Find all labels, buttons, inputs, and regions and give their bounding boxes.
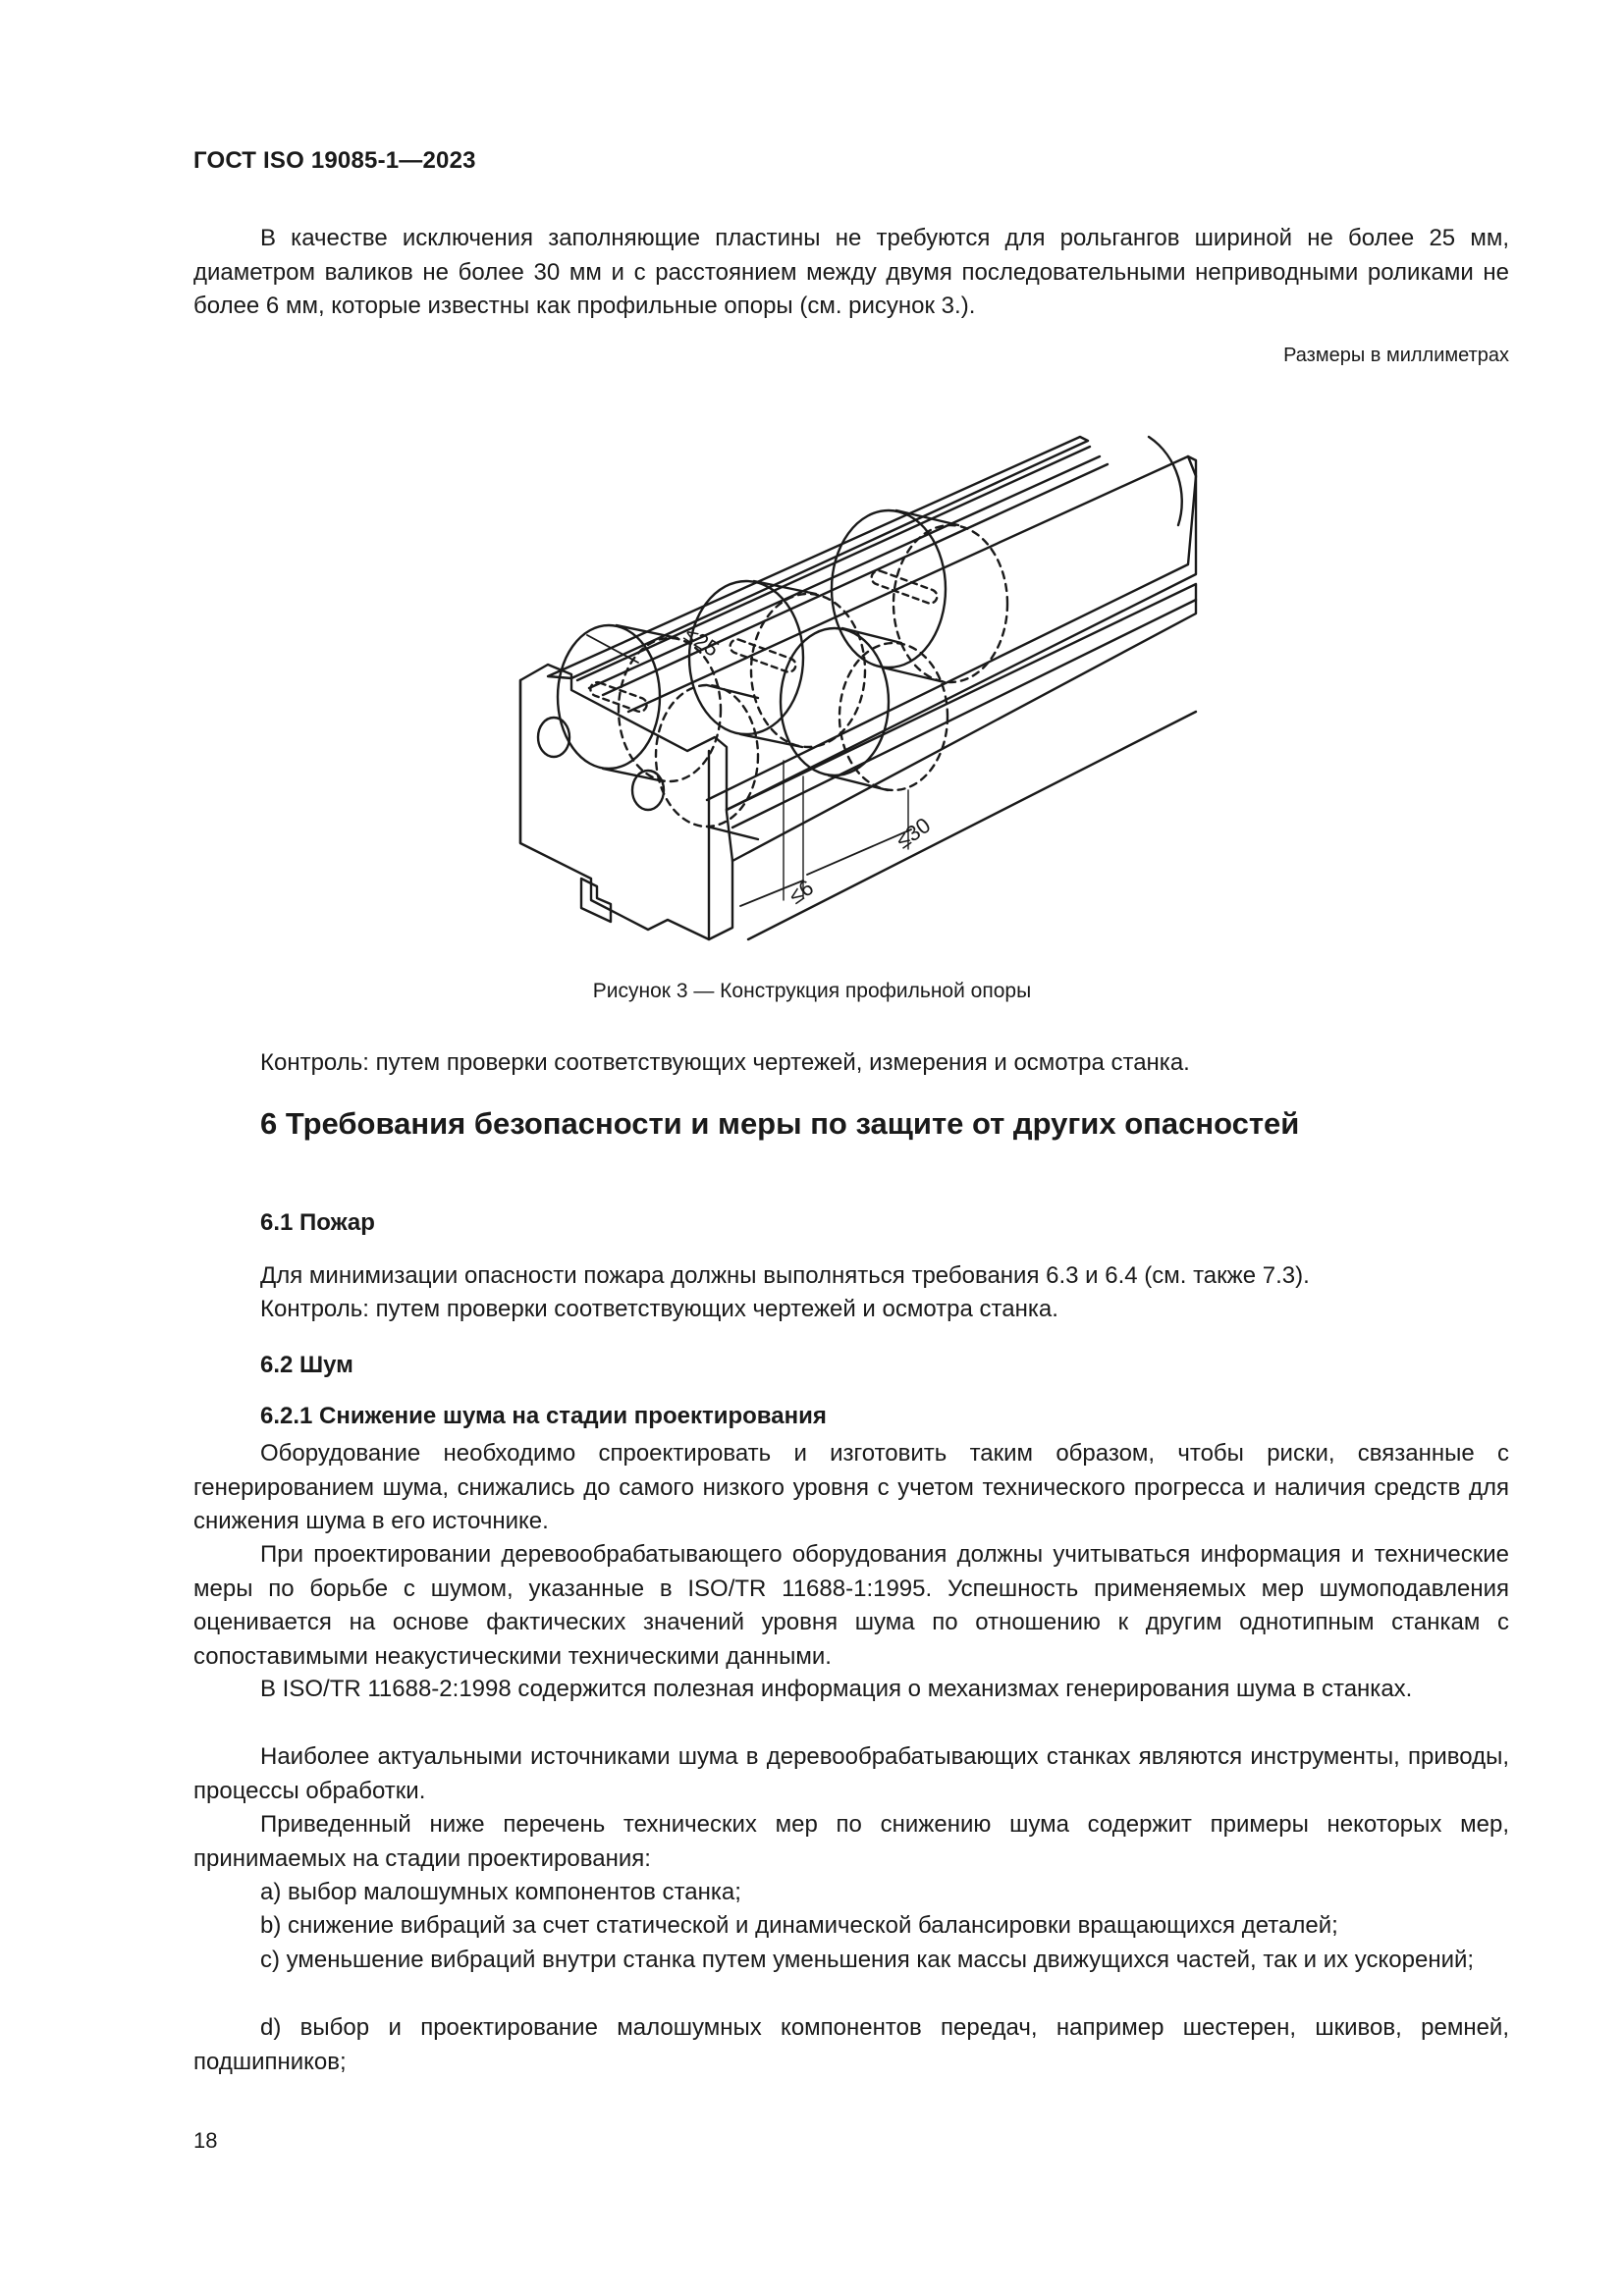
control-line-1: Контроль: путем проверки соответствующих чертежей, измерения и осмотра станка. (260, 1049, 1190, 1076)
list-item-a: a) выбор малошумных компонентов станка; (260, 1879, 741, 1905)
paragraph-6-2-1-c: В ISO/TR 11688-2:1998 содержится полезная информация о механизмах генерирования шума в станках. (260, 1676, 1413, 1702)
roller-partial (1149, 437, 1182, 525)
section-6-2-1-title: 6.2.1 Снижение шума на стадии проектирования (260, 1403, 827, 1429)
page-number: 18 (193, 2128, 218, 2153)
section-6-1-title: 6.1 Пожар (260, 1209, 375, 1236)
frame-top-rail (548, 437, 1088, 678)
section-6-1-line-1: Для минимизации опасности пожара должны выполняться требования 6.3 и 6.4 (см. также 7.3). (260, 1262, 1310, 1289)
list-item-d: d) выбор и проектирование малошумных компонентов передач, например шестерен, шкивов, ремней, подшипников; (193, 2014, 1509, 2075)
section-6-1-line-2: Контроль: путем проверки соответствующих чертежей и осмотра станка. (260, 1296, 1058, 1322)
list-item-b: b) снижение вибраций за счет статической и динамической балансировки вращающихся деталей; (260, 1912, 1338, 1939)
figure-profile-support (501, 417, 1208, 947)
units-note: Размеры в миллиметрах (1283, 345, 1509, 366)
paragraph-6-2-1-d: Наиболее актуальными источниками шума в деревообрабатывающих станках являются инструменты, приводы, процессы обработки. (193, 1743, 1509, 1804)
paragraph-6-2-1-e: Приведенный ниже перечень технических мер по снижению шума содержит примеры некоторых мер, принимаемых на стадии проектирования: (193, 1811, 1509, 1872)
section-6-title: 6 Требования безопасности и меры по защите от других опасностей (260, 1106, 1300, 1141)
frame-inner-rail-3 (603, 464, 1108, 695)
paragraph-6-2-1-b: При проектировании деревообрабатывающего оборудования должны учитываться информация и технические меры по борьбе с шумом, указанные в ISO/TR 11688-1:1995. Успешность применяемых мер шумоподавления оценивается на основе фактических значений уровня шума по отношению к другим однотипным станкам с сопоставимыми неакустическими техническими данными. (193, 1541, 1509, 1670)
document-header: ГОСТ ISO 19085-1—2023 (193, 147, 476, 174)
frame-near-rail-inner (732, 600, 1196, 828)
dim-label-25: ≤25 (679, 621, 724, 662)
figure-caption: Рисунок 3 — Конструкция профильной опоры (592, 980, 1032, 1002)
roller-near-1 (656, 685, 758, 839)
dim-label-6: ≤6 (784, 875, 818, 909)
list-item-c: c) уменьшение вибраций внутри станка путем уменьшения как массы движущихся частей, так и их ускорений; (260, 1947, 1475, 1973)
intro-paragraph: В качестве исключения заполняющие пластины не требуются для рольгангов шириной не более 25 мм, диаметром валиков не более 30 мм и с расстоянием между двумя последовательными неприводными роликами не более 6 мм, которые известны как профильные опоры (см. рисунок 3.). (193, 225, 1509, 319)
paragraph-6-2-1-a: Оборудование необходимо спроектировать и изготовить таким образом, чтобы риски, связанные с генерированием шума, снижались до самого низкого уровня с учетом технического прогресса и наличия средств для снижения шума в его источнике. (193, 1440, 1509, 1534)
frame-inner-rail-2 (589, 456, 1100, 688)
dim-label-30: ≤30 (891, 812, 936, 854)
bolt-hole-1 (538, 718, 569, 757)
end-plate-slot (581, 879, 611, 922)
section-6-2-title: 6.2 Шум (260, 1352, 353, 1378)
